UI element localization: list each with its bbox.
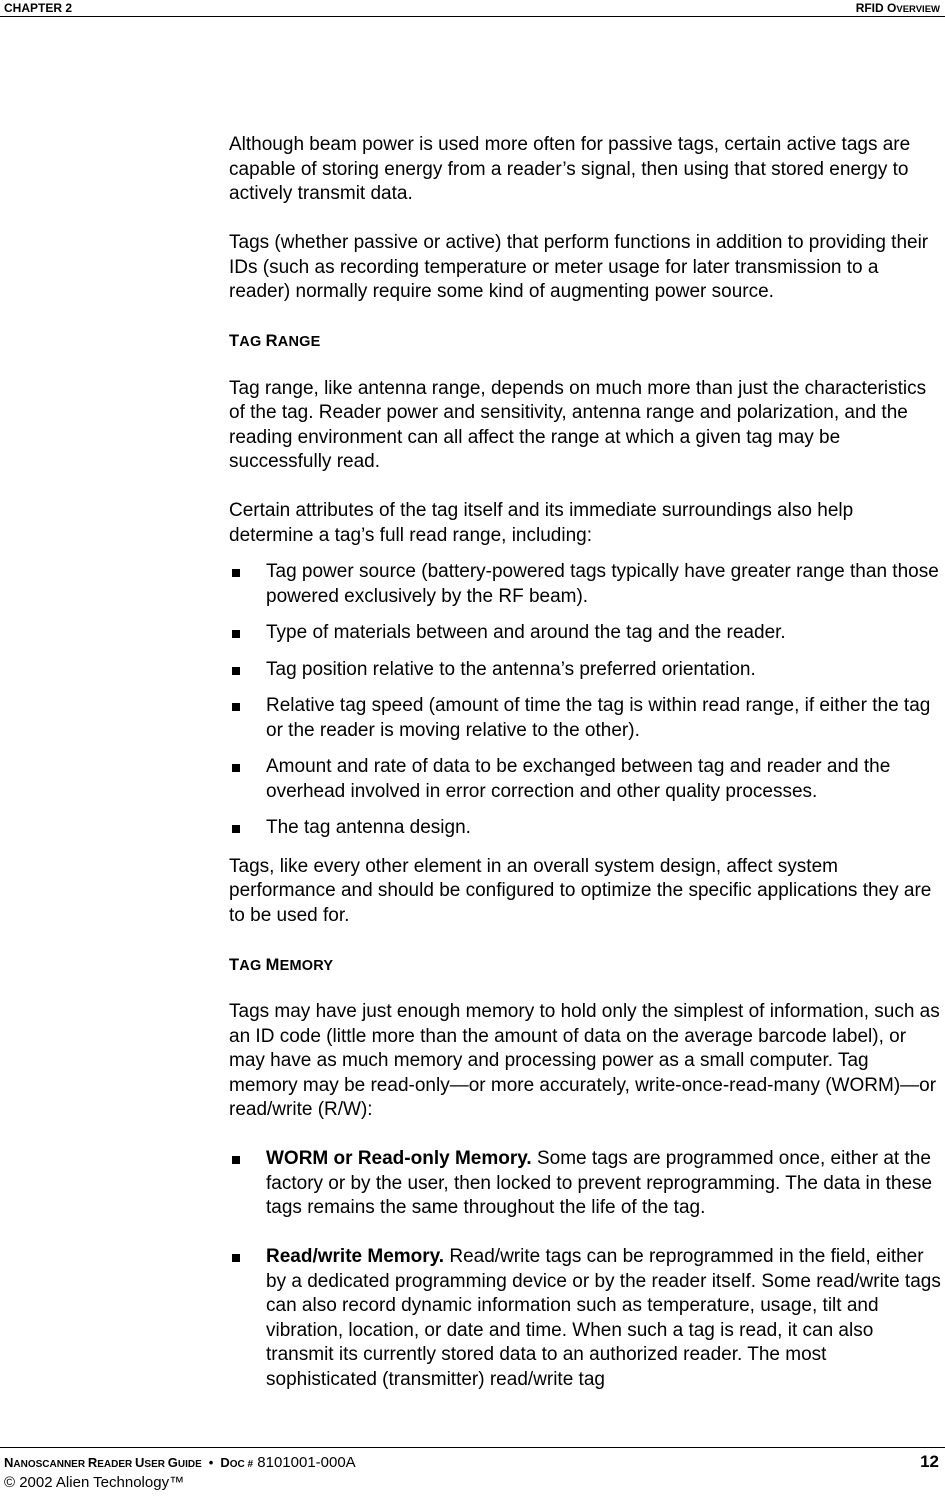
square-bullet-icon: [232, 569, 240, 577]
list-item: WORM or Read-only Memory. Some tags are programmed once, either at the factory or by the user, then locked to prevent reprogramming. The data in these tags remains the same throughout the life of the tag.: [229, 1147, 941, 1221]
square-bullet-icon: [232, 1254, 240, 1262]
square-bullet-icon: [232, 630, 240, 638]
chapter-label: CHAPTER 2: [4, 1, 73, 15]
list-item: The tag antenna design.: [229, 816, 941, 841]
page-body: [229, 133, 941, 1417]
list-item: Tag position relative to the antenna’s preferred orientation.: [229, 658, 941, 683]
list-item: Tag power source (battery-powered tags typically have greater range than those powered exclusively by the RF beam).: [229, 560, 941, 609]
square-bullet-icon: [232, 1156, 240, 1164]
footer-guide-title: NANOSCANNER READER USER GUIDE • DOC # 8101001-000A: [4, 1454, 356, 1471]
section-label: RFID OVERVIEW: [855, 1, 940, 15]
list-item: Relative tag speed (amount of time the tag is within read range, if either the tag or the reader is moving relative to the other).: [229, 694, 941, 743]
list-item: Read/write Memory. Read/write tags can be reprogrammed in the field, either by a dedicated programming device or by the reader itself. Some read/write tags can also record dynamic information such as temperature, usage, tilt and vibration, location, or date and time. When such a tag is read, it can also transmit its currently stored data to an authorized reader. The most sophisticated (transmitter) read/write tag: [229, 1245, 941, 1392]
header-divider: [0, 16, 945, 17]
square-bullet-icon: [232, 825, 240, 833]
paragraph: Tags, like every other element in an overall system design, affect system performance and should be configured to optimize the specific applications they are to be used for.: [229, 855, 932, 926]
copyright: © 2002 Alien Technology™: [4, 1474, 185, 1491]
section-heading-tag-range: TAG RANGE: [229, 332, 321, 350]
list-item: Type of materials between and around the tag and the reader.: [229, 621, 941, 646]
doc-number: 8101001-000A: [253, 1454, 356, 1471]
footer-divider: [0, 1447, 945, 1448]
bullet-separator: •: [208, 1455, 214, 1470]
page-number: 12: [920, 1452, 939, 1471]
list-item: Amount and rate of data to be exchanged between tag and reader and the overhead involved in error correction and other quality processes.: [229, 755, 941, 804]
section-heading-tag-memory: TAG MEMORY: [229, 955, 334, 974]
square-bullet-icon: [232, 764, 240, 772]
paragraph: Although beam power is used more often for passive tags, certain active tags are capable of storing energy from a reader’s signal, then using that stored energy to actively transmit data.: [229, 134, 911, 204]
paragraph: Certain attributes of the tag itself and its immediate surroundings also help determine a tag’s full read range, including:: [229, 500, 854, 546]
paragraph: Tags may have just enough memory to hold only the simplest of information, such as an ID code (little more than the amount of data on the average barcode label), or may have as much memory and processing power as a small computer. Tag memory may be read-only—or more accurately, write-once-read-many (WORM)—or read/write (R/W):: [229, 1001, 940, 1120]
bullet-list-range-factors: [229, 560, 941, 841]
paragraph: Tag range, like antenna range, depends on much more than just the characteristics of the tag. Reader power and sensitivity, antenna range and polarization, and the reading environment can all affect the range at which a given tag may be successfully read.: [229, 377, 927, 472]
bullet-list-memory-types: [229, 1147, 941, 1392]
square-bullet-icon: [232, 667, 240, 675]
square-bullet-icon: [232, 703, 240, 711]
paragraph: Tags (whether passive or active) that perform functions in addition to providing their IDs (such as recording temperature or meter usage for later transmission to a reader) normally require some kind of augmenting power source.: [229, 232, 929, 302]
